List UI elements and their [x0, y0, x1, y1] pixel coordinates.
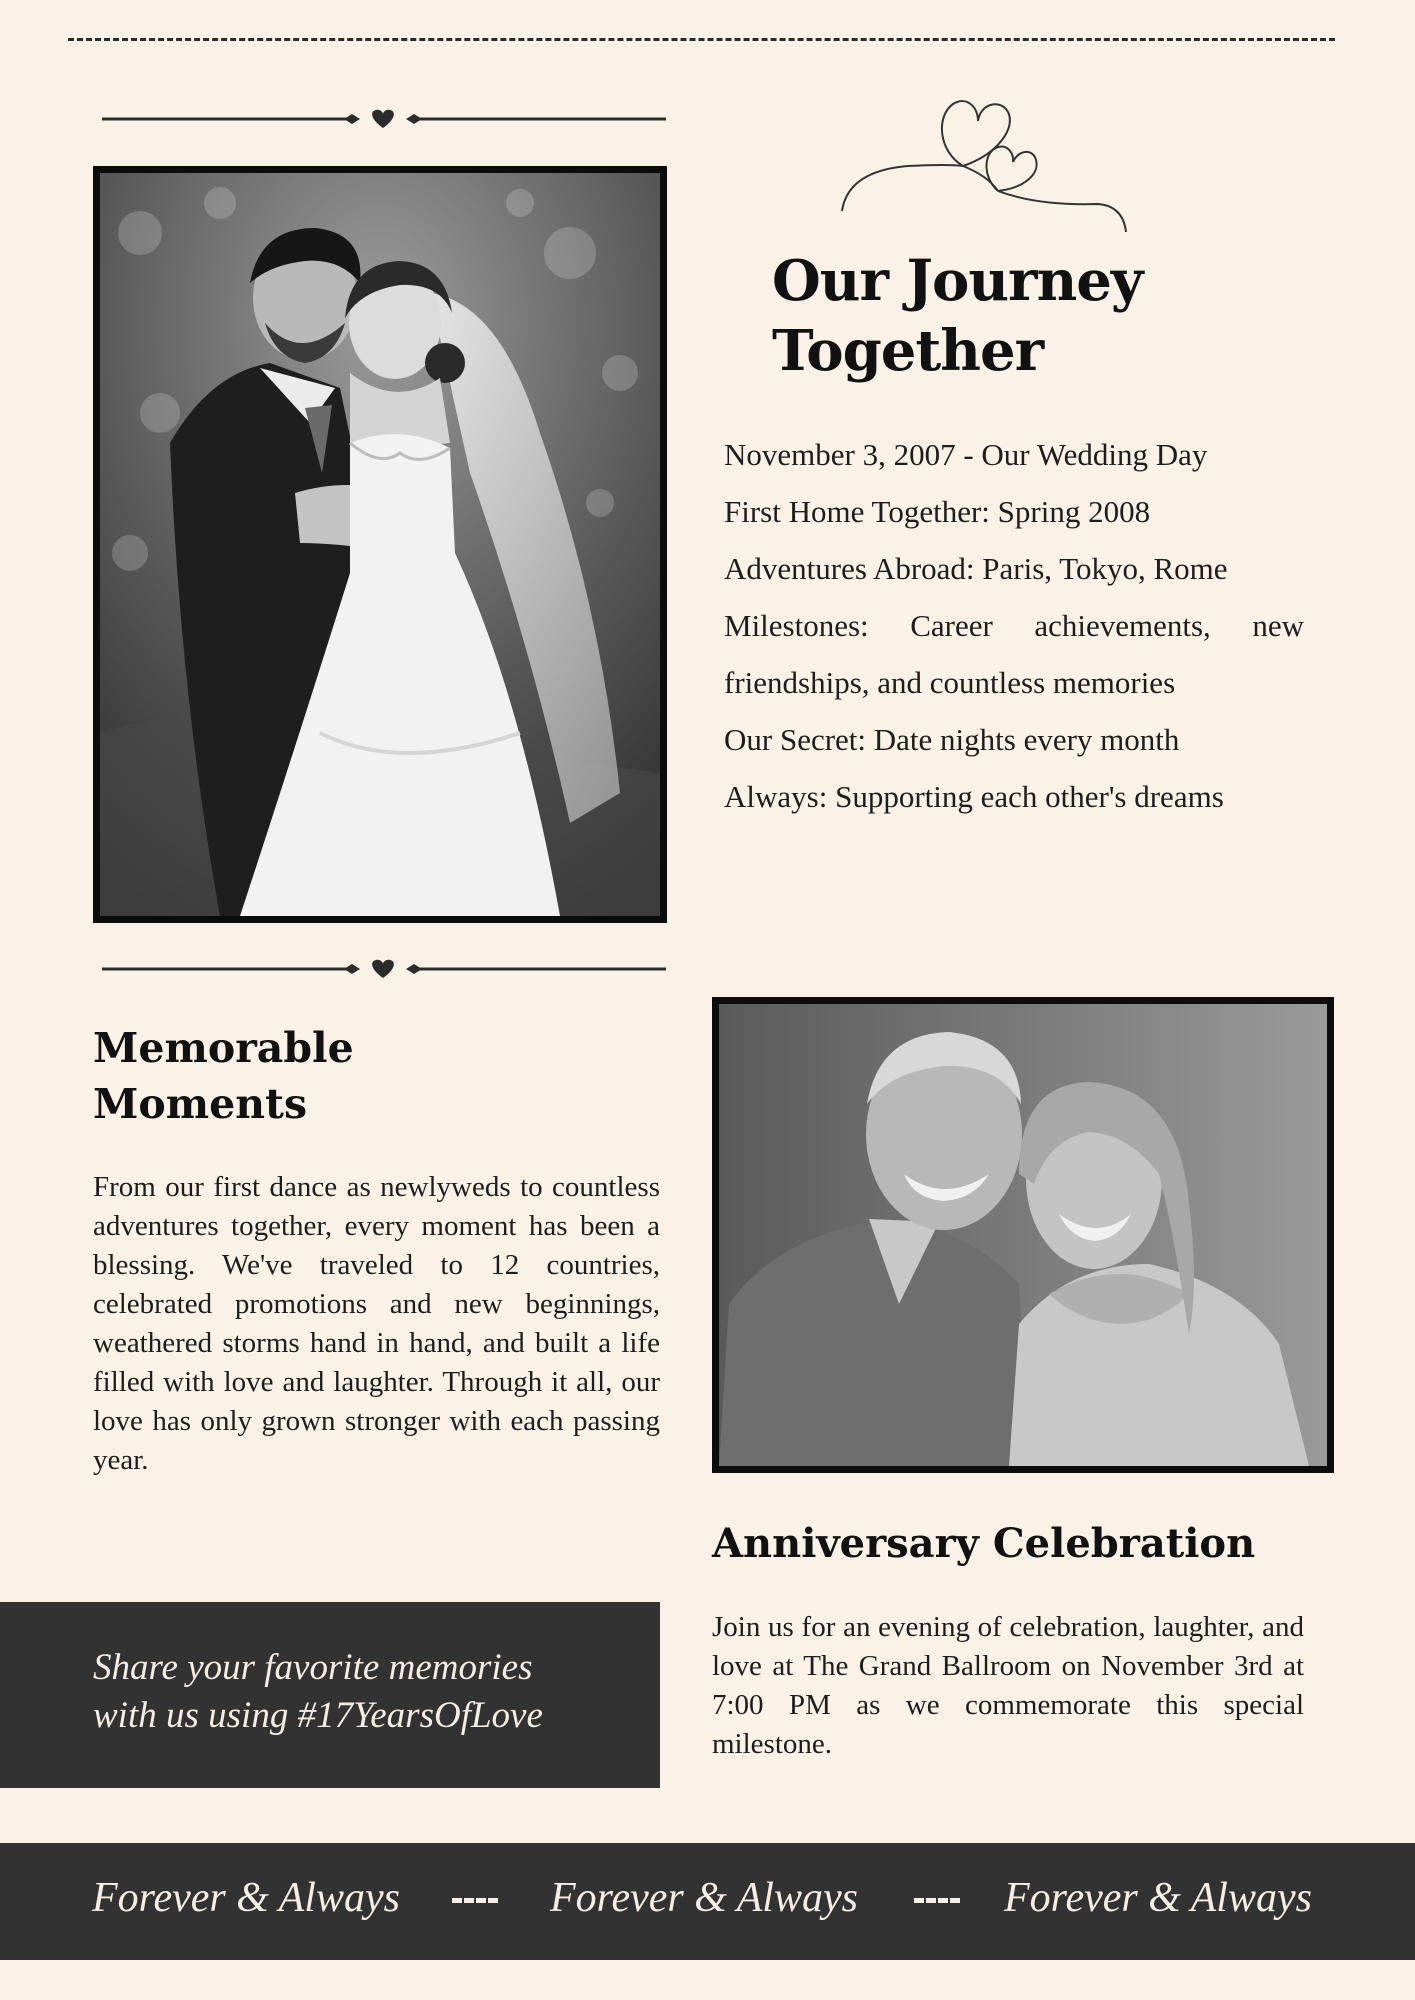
- share-text: [93, 1644, 633, 1740]
- heart-divider-middle: [100, 958, 666, 978]
- journey-item: Always: Supporting each other's dreams: [724, 779, 1224, 814]
- footer-motto: Forever & Always: [550, 1875, 858, 1921]
- footer-motto: Forever & Always: [92, 1875, 400, 1921]
- journey-title: [772, 246, 1252, 386]
- moments-title-line2: Moments: [93, 1080, 308, 1128]
- journey-item: Our Secret: Date nights every month: [724, 722, 1180, 757]
- journey-item: First Home Together: Spring 2008: [724, 494, 1151, 529]
- share-line1: Share your favorite memories: [93, 1647, 533, 1688]
- wedding-photo: [93, 166, 667, 923]
- moments-title-line1: Memorable: [93, 1024, 354, 1072]
- journey-title-line2: Together: [772, 318, 1044, 384]
- couple-photo: [712, 997, 1334, 1473]
- journey-item: Milestones: Career achievements, new friendships, and countless memories: [724, 608, 1304, 700]
- footer-motto: Forever & Always: [1004, 1875, 1312, 1921]
- heart-doodle-icon: [838, 96, 1130, 236]
- journey-item: November 3, 2007 - Our Wedding Day: [724, 437, 1208, 472]
- heart-icon: [372, 960, 394, 978]
- journey-title-line1: Our Journey: [772, 248, 1143, 314]
- top-dashed-rule: [68, 38, 1335, 41]
- journey-item: Adventures Abroad: Paris, Tokyo, Rome: [724, 551, 1228, 586]
- anniversary-paragraph: Join us for an evening of celebration, laughter, and love at The Grand Ballroom on November 3rd at 7:00 PM as we commemorate this special milestone.: [712, 1611, 1304, 1760]
- footer-separator: [914, 1898, 960, 1904]
- heart-icon: [372, 110, 394, 128]
- journey-timeline: [724, 426, 1304, 825]
- heart-divider-top: [100, 108, 666, 128]
- anniversary-title: Anniversary Celebration: [712, 1520, 1256, 1567]
- moments-title: [93, 1020, 513, 1132]
- share-line2: with us using #17YearsOfLove: [93, 1695, 543, 1736]
- footer-separator: [452, 1898, 498, 1904]
- moments-paragraph: From our first dance as newlyweds to countless adventures together, every moment has been a blessing. We've traveled to 12 countries, celebrated promotions and new beginnings, weathered storms hand in hand, and built a life filled with love and laughter. Through it all, our love has only grown stronger with each passing year.: [93, 1171, 660, 1476]
